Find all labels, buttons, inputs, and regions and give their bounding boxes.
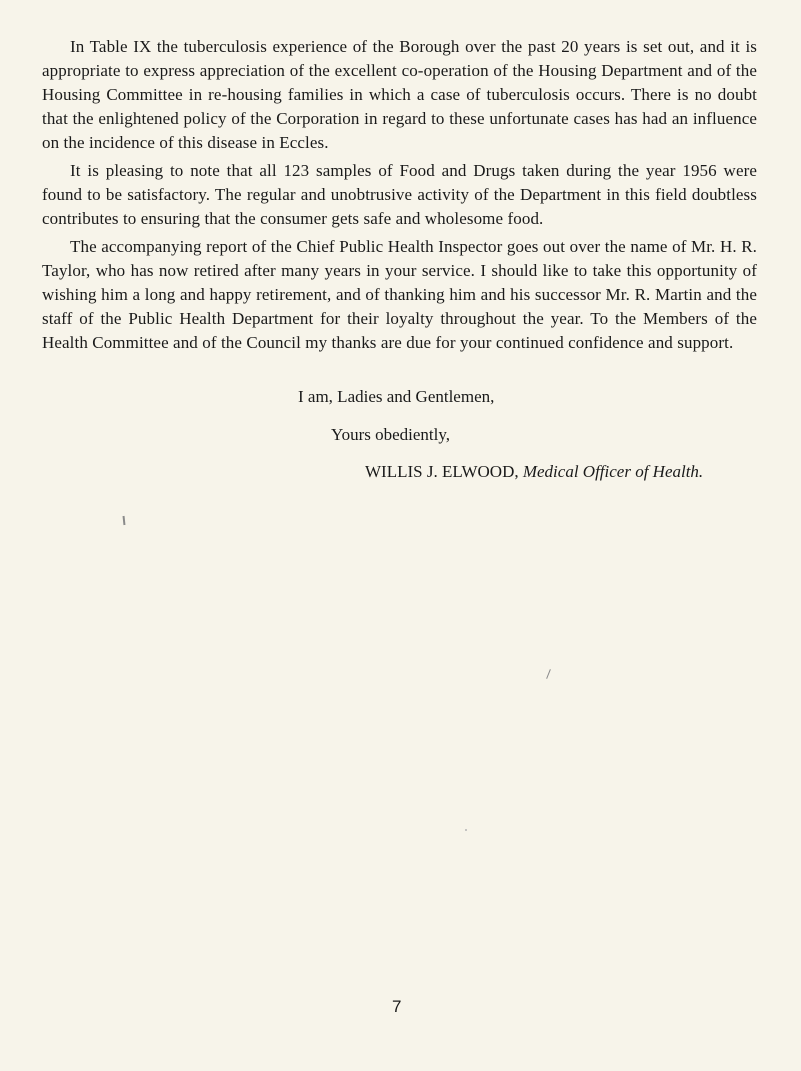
closing-valediction: Yours obediently, [331, 425, 451, 444]
stray-mark [546, 669, 551, 679]
page-number: 7 [392, 997, 402, 1016]
closing-salutation: I am, Ladies and Gentlemen, [298, 387, 495, 406]
stray-mark [123, 516, 126, 525]
signature-title: Medical Officer of Health. [522, 462, 704, 481]
signature-line [365, 460, 703, 484]
paragraph-inspector-report: The accompanying report of the Chief Public Health Inspector goes out over the name of Mr. H. R. Taylor, who has now retired after many years in your service. I should like to take this opportunity of wishing him a long and happy retirement, and of thanking him and his successor Mr. R. Martin and the staff of the Public Health Department for their loyalty throughout the year. To the Members of the Health Committee and of the Council my thanks are due for your continued confidence and support. [42, 237, 757, 352]
paragraph-tuberculosis: In Table IX the tuberculosis experience of the Borough over the past 20 years is set out, and it is appropriate to express appreciation of the excellent co-operation of the Housing Department and of the Housing Committee in re-housing families in which a case of tuberculosis occurs. There is no doubt that the enlightened policy of the Corporation in regard to these unfortunate cases has had an influence on the incidence of this disease in Eccles. [42, 37, 757, 152]
paragraph-food-and-drugs: It is pleasing to note that all 123 samples of Food and Drugs taken during the year 1956 were found to be satisfactory. The regular and unobtrusive activity of the Department in this field doubtless contributes to ensuring that the consumer gets safe and wholesome food. [42, 161, 757, 228]
signature-name: WILLIS J. ELWOOD, [365, 462, 519, 481]
stray-dot [465, 829, 467, 831]
